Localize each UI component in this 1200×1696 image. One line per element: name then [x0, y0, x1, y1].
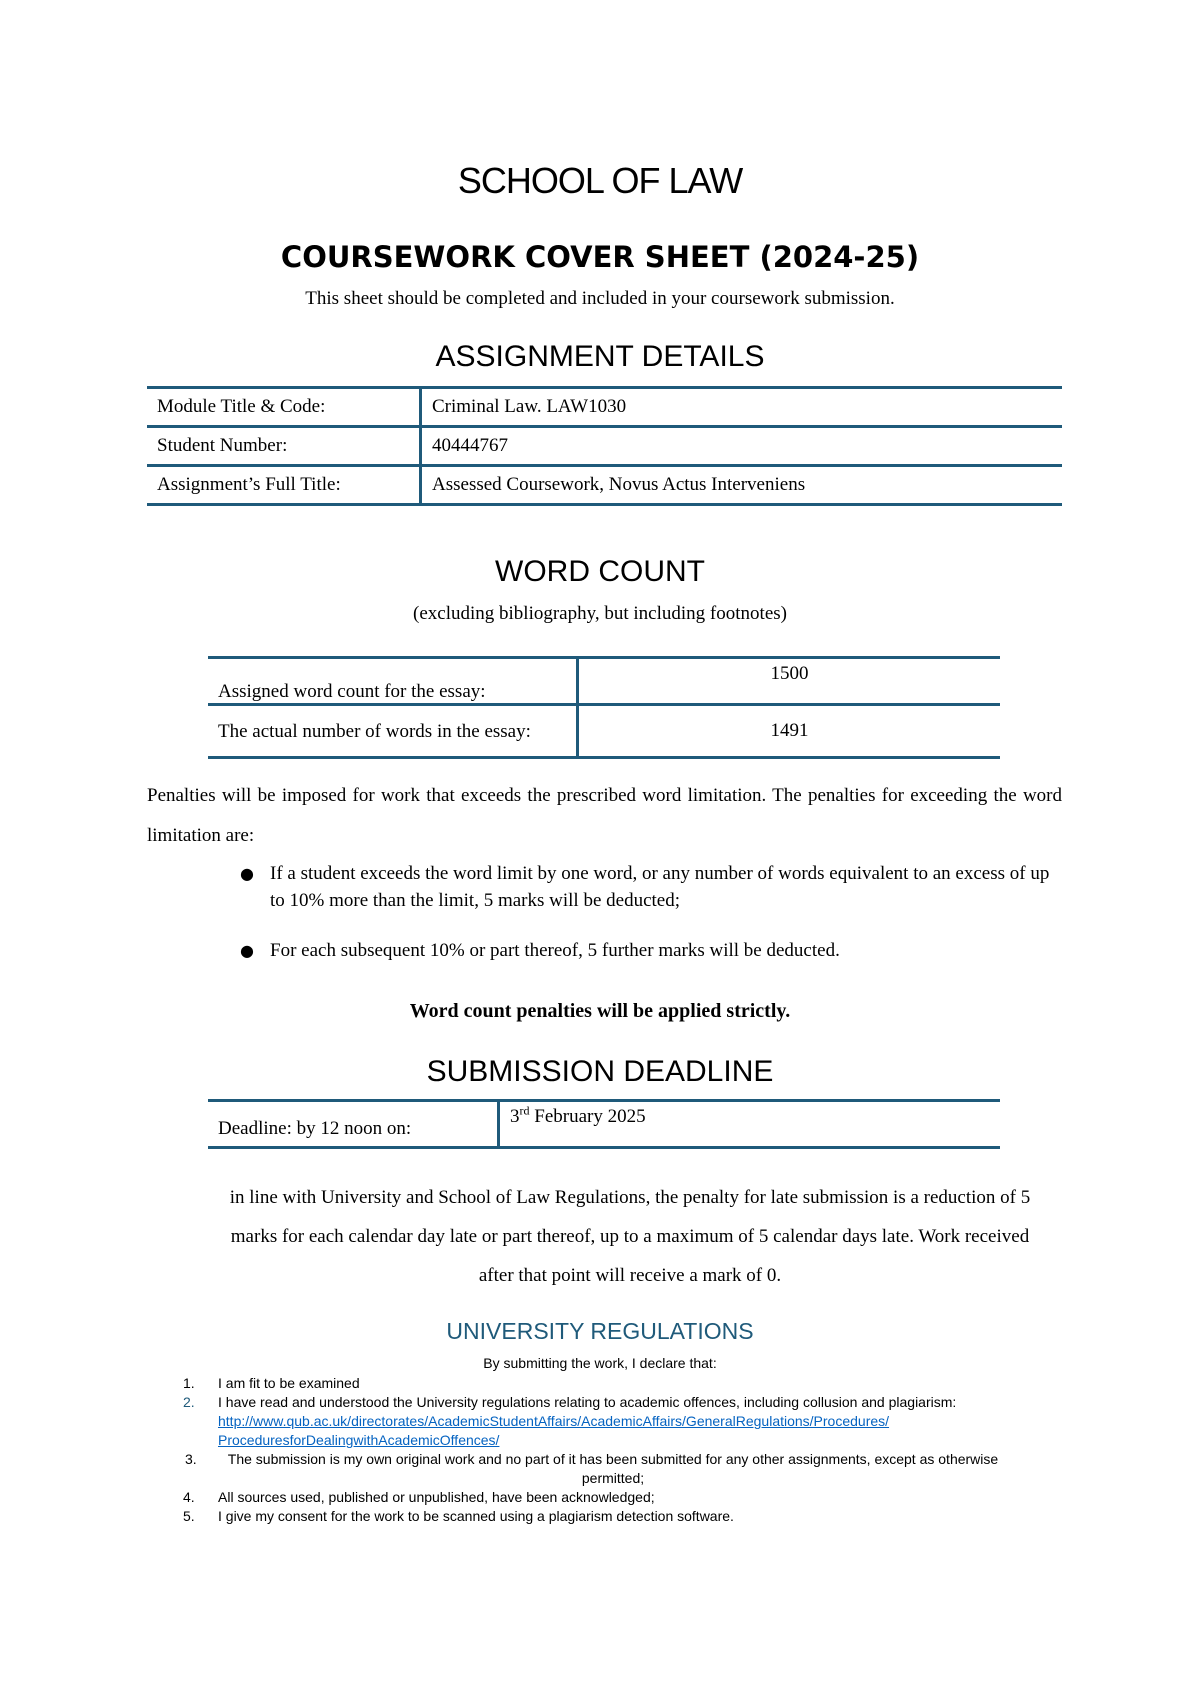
regulation-item-3: The submission is my own original work and no part of it has been submitted for any other assignments, except as otherwise permitted;: [227, 1451, 999, 1486]
deadline-day-suffix: rd: [519, 1103, 530, 1118]
list-number: 3.: [185, 1451, 197, 1467]
late-submission-policy: in line with University and School of Law Regulations, the penalty for late submission is a reduction of 5 marks for each calendar day late or part thereof, up to a maximum of 5 calendar days late. Work received after that point will receive a mark of 0.: [229, 1187, 1031, 1286]
assignment-title-value: Assessed Coursework, Novus Actus Interveniens: [421, 466, 1063, 505]
list-item: [183, 1374, 1038, 1393]
assignment-details-heading: ASSIGNMENT DETAILS: [435, 340, 765, 373]
deadline-table: [208, 1099, 1000, 1149]
bullet-icon: ●: [240, 941, 254, 960]
regulation-item-5: I give my consent for the work to be scanned using a plagiarism detection software.: [218, 1508, 734, 1524]
assignment-title-label: Assignment’s Full Title:: [147, 466, 421, 505]
deadline-day: 3: [510, 1106, 520, 1127]
regulation-item-4: All sources used, published or unpublished, have been acknowledged;: [218, 1489, 655, 1505]
submission-deadline-heading: SUBMISSION DEADLINE: [426, 1055, 774, 1088]
list-item: [183, 1488, 1038, 1507]
assigned-word-count-label: Assigned word count for the essay:: [208, 658, 578, 705]
list-item: [240, 937, 1050, 964]
penalty-paragraph: Penalties will be imposed for work that exceeds the prescribed word limitation. The penalties for exceeding the word limitation are:: [147, 785, 1062, 846]
module-title-label: Module Title & Code:: [147, 388, 421, 427]
university-regulations-heading: UNIVERSITY REGULATIONS: [446, 1318, 754, 1344]
word-count-heading: WORD COUNT: [495, 555, 705, 588]
actual-word-count-value: 1491: [578, 705, 1001, 758]
list-item: [183, 1507, 1038, 1526]
sheet-title: COURSEWORK COVER SHEET (2024-25): [280, 240, 920, 274]
assignment-details-table: [147, 386, 1062, 506]
word-count-table: [208, 656, 1000, 759]
list-item: [185, 1450, 1023, 1488]
deadline-label: Deadline: by 12 noon on:: [208, 1101, 499, 1148]
strict-note: Word count penalties will be applied strictly.: [409, 1000, 791, 1022]
table-row: [208, 705, 1000, 758]
table-row: [147, 466, 1062, 505]
list-number: 4.: [183, 1489, 195, 1505]
penalty-item-1: If a student exceeds the word limit by one word, or any number of words equivalent to an excess of up to 10% more than the limit, 5 marks will be deducted;: [270, 863, 1050, 911]
deadline-value: [499, 1101, 1001, 1148]
table-row: [147, 427, 1062, 466]
penalty-item-2: For each subsequent 10% or part thereof, 5 further marks will be deducted.: [270, 940, 840, 961]
list-number: 5.: [183, 1508, 195, 1524]
actual-word-count-label: The actual number of words in the essay:: [208, 705, 578, 758]
school-title: SCHOOL OF LAW: [457, 160, 743, 201]
penalty-list: [240, 937, 1050, 964]
bullet-icon: ●: [240, 864, 254, 883]
student-number-label: Student Number:: [147, 427, 421, 466]
student-number-value: 40444767: [421, 427, 1063, 466]
table-row: [208, 658, 1000, 705]
regulations-link-line-1[interactable]: http://www.qub.ac.uk/directorates/AcademicStudentAffairs/AcademicAffairs/GeneralRegulations/Procedures/: [218, 1413, 890, 1429]
list-number: 2.: [183, 1394, 195, 1410]
regulations-intro: By submitting the work, I declare that:: [483, 1355, 717, 1371]
deadline-month-year: February 2025: [529, 1106, 646, 1127]
table-row: [147, 388, 1062, 427]
regulations-list: [183, 1374, 1038, 1526]
list-item: [183, 1393, 1038, 1450]
regulation-item-2: I have read and understood the University regulations relating to academic offences, including collusion and plagiarism:: [218, 1394, 957, 1410]
regulation-item-1: I am fit to be examined: [218, 1375, 360, 1391]
assigned-word-count-value: 1500: [578, 658, 1001, 705]
table-row: [208, 1101, 1000, 1148]
regulations-link-line-2[interactable]: ProceduresforDealingwithAcademicOffences/: [218, 1432, 500, 1448]
word-count-subtitle: (excluding bibliography, but including footnotes): [413, 603, 787, 624]
penalty-list: [240, 860, 1050, 914]
list-item: [240, 860, 1050, 914]
module-title-value: Criminal Law. LAW1030: [421, 388, 1063, 427]
list-number: 1.: [183, 1375, 195, 1391]
sheet-subtitle: This sheet should be completed and included in your coursework submission.: [305, 288, 895, 309]
regulations-link[interactable]: [218, 1412, 1038, 1450]
